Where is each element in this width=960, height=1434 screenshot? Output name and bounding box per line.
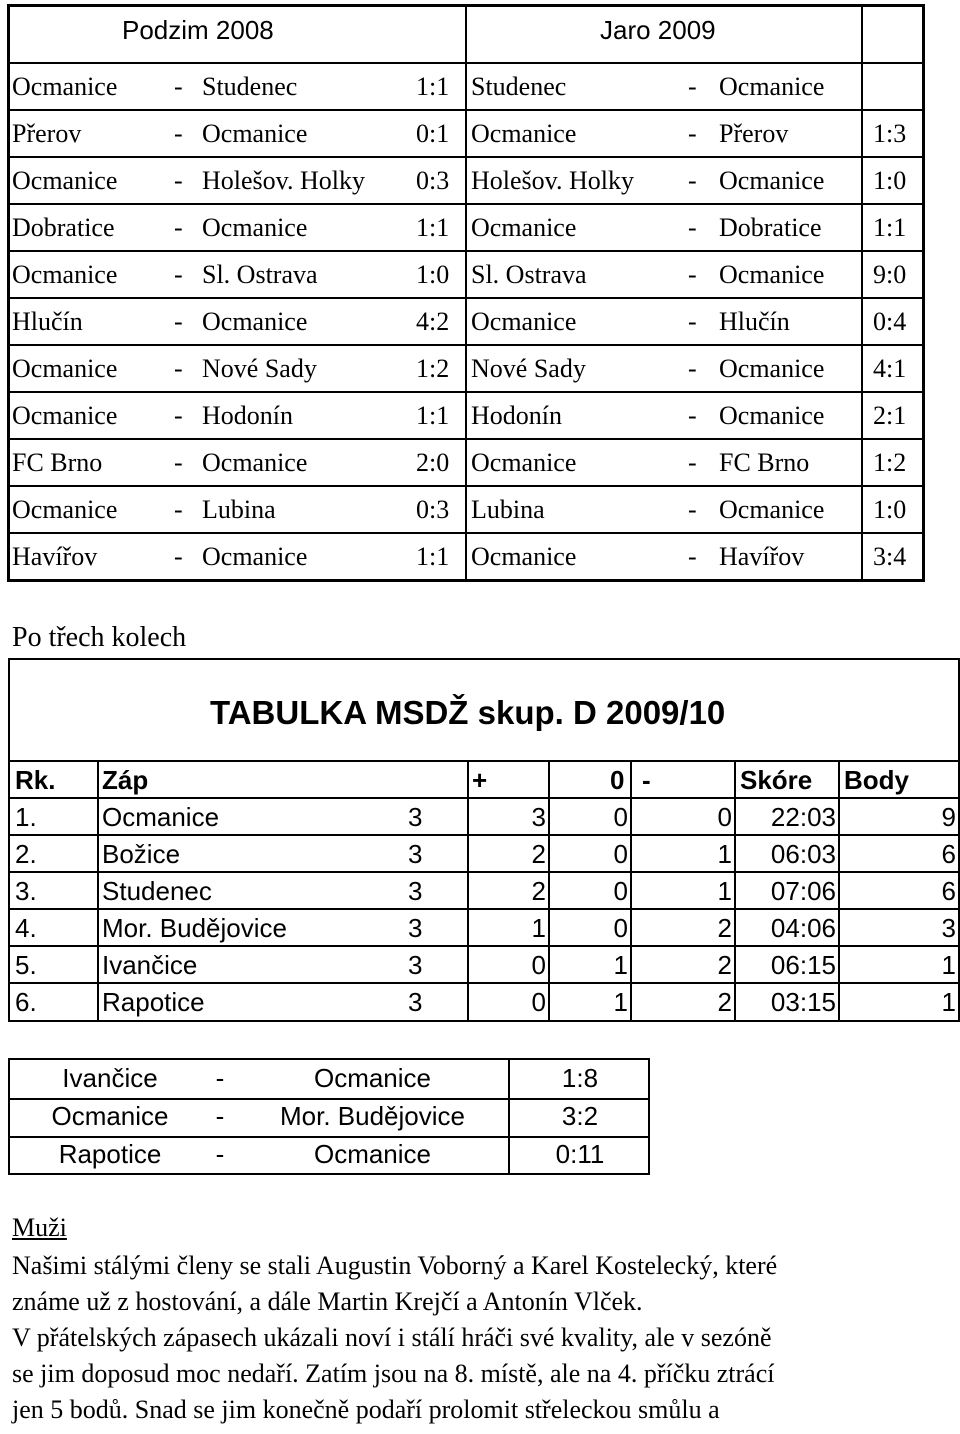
autumn-header: Podzim 2008 (122, 15, 274, 45)
fixture-row (10, 158, 922, 204)
draws-count: 0 (613, 876, 628, 906)
spring-home-team: Ocmanice (471, 448, 577, 477)
spring-home-team: Hodonín (471, 401, 562, 430)
autumn-separator: - (174, 542, 183, 571)
autumn-away-team: Holešov. Holky (202, 166, 365, 195)
draws-count: 0 (613, 802, 628, 832)
autumn-away-team: Nové Sady (202, 354, 317, 383)
autumn-home-team: Ocmanice (12, 401, 118, 430)
autumn-home-team: Hlučín (12, 307, 83, 336)
games-played: 3 (408, 839, 423, 869)
result-home-team: Ivančice (62, 1063, 158, 1093)
result-row (10, 1098, 648, 1136)
team-name: Ocmanice (102, 802, 220, 832)
autumn-score: 1:1 (416, 72, 450, 101)
autumn-separator: - (174, 213, 183, 242)
goal-score: 04:06 (770, 913, 836, 943)
points-total: 6 (941, 839, 956, 869)
team-rank: 6. (15, 987, 37, 1017)
result-score: 0:11 (555, 1139, 605, 1169)
autumn-score: 0:3 (416, 495, 450, 524)
games-played: 3 (408, 876, 423, 906)
standings-row (10, 984, 960, 1021)
autumn-away-team: Ocmanice (202, 119, 308, 148)
spring-home-team: Ocmanice (471, 119, 577, 148)
autumn-away-team: Sl. Ostrava (202, 260, 318, 289)
fixture-row (10, 205, 922, 251)
spring-score: 0:4 (873, 307, 907, 336)
standings-row (10, 873, 960, 910)
autumn-home-team: Přerov (12, 119, 82, 148)
spring-separator: - (688, 119, 697, 148)
draws-count: 1 (613, 950, 628, 980)
autumn-score: 1:1 (416, 401, 450, 430)
header-minus: - (642, 765, 651, 795)
autumn-separator: - (174, 260, 183, 289)
fixture-row (10, 487, 922, 533)
result-home-team: Ocmanice (51, 1101, 169, 1131)
standings-row (10, 836, 960, 873)
spring-separator: - (688, 448, 697, 477)
fixture-row (10, 393, 922, 439)
losses-count: 2 (717, 987, 732, 1017)
games-played: 3 (408, 802, 423, 832)
fixture-row (10, 111, 922, 157)
fixture-row (10, 299, 922, 345)
losses-count: 1 (717, 876, 732, 906)
standings-title: TABULKA MSDŽ skup. D 2009/10 (210, 694, 726, 731)
autumn-away-team: Ocmanice (202, 448, 308, 477)
spring-score: 2:1 (873, 401, 907, 430)
spring-separator: - (688, 354, 697, 383)
autumn-separator: - (174, 166, 183, 195)
autumn-home-team: Ocmanice (12, 495, 118, 524)
points-total: 6 (941, 876, 956, 906)
result-away-team: Ocmanice (313, 1063, 432, 1093)
points-total: 3 (941, 913, 956, 943)
autumn-home-team: Ocmanice (12, 72, 118, 101)
games-played: 3 (408, 950, 423, 980)
points-total: 1 (941, 950, 956, 980)
spring-away-team: Ocmanice (719, 166, 825, 195)
team-rank: 1. (15, 802, 37, 832)
results-table (8, 1058, 650, 1175)
header-plus: + (472, 765, 488, 795)
spring-score: 1:2 (873, 448, 907, 477)
spring-home-team: Holešov. Holky (471, 166, 634, 195)
standings-row (10, 910, 960, 947)
spring-header: Jaro 2009 (600, 15, 716, 45)
round-caption: Po třech kolech (12, 622, 187, 653)
games-played: 3 (408, 913, 423, 943)
autumn-score: 2:0 (416, 448, 450, 477)
spring-away-team: Ocmanice (719, 72, 825, 101)
goal-score: 06:03 (770, 839, 836, 869)
autumn-home-team: Ocmanice (12, 260, 118, 289)
goal-score: 06:15 (770, 950, 836, 980)
result-row (10, 1136, 648, 1174)
autumn-score: 1:1 (416, 542, 450, 571)
spring-home-team: Lubina (471, 495, 545, 524)
losses-count: 1 (717, 839, 732, 869)
fixture-row (10, 64, 922, 110)
goal-score: 07:06 (770, 876, 836, 906)
losses-count: 0 (717, 802, 732, 832)
draws-count: 1 (613, 987, 628, 1017)
wins-count: 3 (531, 802, 546, 832)
standings-table (8, 658, 960, 1022)
result-score: 3:2 (561, 1101, 599, 1131)
autumn-away-team: Ocmanice (202, 307, 308, 336)
spring-separator: - (688, 72, 697, 101)
spring-home-team: Ocmanice (471, 542, 577, 571)
standings-header-row (10, 762, 960, 799)
result-score: 1:8 (561, 1063, 599, 1093)
autumn-score: 4:2 (416, 307, 450, 336)
team-name: Mor. Budějovice (102, 913, 287, 943)
paragraph-line: známe už z hostování, a dále Martin Krejčí a Antonín Vlček. (12, 1287, 643, 1316)
paragraph-line: Našimi stálými členy se stali Augustin Voborný a Karel Kostelecký, které (12, 1251, 778, 1280)
autumn-away-team: Lubina (202, 495, 276, 524)
losses-count: 2 (717, 950, 732, 980)
autumn-home-team: Dobratice (12, 213, 115, 242)
spring-score: 4:1 (873, 354, 907, 383)
draws-count: 0 (613, 913, 628, 943)
paragraph-line: jen 5 bodů. Snad se jim konečně podaří prolomit střeleckou smůlu a (12, 1395, 720, 1424)
header-rank: Rk. (15, 765, 56, 795)
header-zero: 0 (610, 765, 625, 795)
result-away-team: Mor. Budějovice (280, 1101, 465, 1131)
losses-count: 2 (717, 913, 732, 943)
spring-away-team: Ocmanice (719, 354, 825, 383)
header-points: Body (844, 765, 909, 795)
spring-score: 3:4 (873, 542, 907, 571)
team-name: Božice (102, 839, 181, 869)
autumn-away-team: Hodonín (202, 401, 293, 430)
points-total: 1 (941, 987, 956, 1017)
wins-count: 2 (531, 876, 546, 906)
spring-away-team: Ocmanice (719, 495, 825, 524)
spring-home-team: Ocmanice (471, 213, 577, 242)
section-heading: Muži (12, 1213, 67, 1242)
header-team: Záp (102, 765, 149, 795)
spring-separator: - (688, 213, 697, 242)
spring-away-team: Dobratice (719, 213, 822, 242)
paragraph-line: se jim doposud moc nedaří. Zatím jsou na 8. místě, ale na 4. příčku ztrácí (12, 1359, 775, 1388)
spring-score: 1:0 (873, 166, 907, 195)
spring-away-team: Přerov (719, 119, 789, 148)
fixture-row (10, 440, 922, 486)
spring-home-team: Nové Sady (471, 354, 586, 383)
autumn-away-team: Studenec (202, 72, 298, 101)
goal-score: 03:15 (770, 987, 836, 1017)
autumn-away-team: Ocmanice (202, 542, 308, 571)
goal-score: 22:03 (770, 802, 836, 832)
spring-away-team: Ocmanice (719, 260, 825, 289)
spring-away-team: Hlučín (719, 307, 790, 336)
autumn-home-team: Ocmanice (12, 354, 118, 383)
games-played: 3 (408, 987, 423, 1017)
autumn-home-team: Ocmanice (12, 166, 118, 195)
spring-home-team: Ocmanice (471, 307, 577, 336)
wins-count: 2 (531, 839, 546, 869)
fixtures-table (7, 4, 925, 582)
fixture-row (10, 346, 922, 392)
team-rank: 3. (15, 876, 37, 906)
spring-away-team: Havířov (719, 542, 805, 571)
spring-score: 1:3 (873, 119, 907, 148)
spring-away-team: FC Brno (719, 448, 810, 477)
standings-row (10, 799, 960, 836)
autumn-score: 1:2 (416, 354, 450, 383)
wins-count: 0 (531, 950, 546, 980)
result-home-team: Rapotice (58, 1139, 162, 1169)
result-separator: - (215, 1101, 225, 1131)
draws-count: 0 (613, 839, 628, 869)
team-name: Ivančice (102, 950, 198, 980)
header-score: Skóre (740, 765, 813, 795)
autumn-separator: - (174, 354, 183, 383)
standings-row (10, 947, 960, 984)
paragraph-line: V přátelských zápasech ukázali noví i stálí hráči své kvality, ale v sezóně (12, 1323, 772, 1352)
result-away-team: Ocmanice (313, 1139, 432, 1169)
spring-score: 9:0 (873, 260, 907, 289)
autumn-separator: - (174, 72, 183, 101)
team-name: Rapotice (102, 987, 205, 1017)
spring-separator: - (688, 166, 697, 195)
wins-count: 0 (531, 987, 546, 1017)
team-rank: 4. (15, 913, 37, 943)
autumn-separator: - (174, 401, 183, 430)
spring-score: 1:0 (873, 495, 907, 524)
autumn-score: 1:1 (416, 213, 450, 242)
autumn-score: 0:1 (416, 119, 450, 148)
spring-separator: - (688, 260, 697, 289)
result-separator: - (215, 1139, 225, 1169)
spring-separator: - (688, 542, 697, 571)
autumn-separator: - (174, 307, 183, 336)
spring-home-team: Sl. Ostrava (471, 260, 587, 289)
result-separator: - (215, 1063, 225, 1093)
team-name: Studenec (102, 876, 212, 906)
wins-count: 1 (531, 913, 546, 943)
spring-score: 1:1 (873, 213, 907, 242)
team-rank: 5. (15, 950, 37, 980)
autumn-separator: - (174, 448, 183, 477)
spring-separator: - (688, 401, 697, 430)
autumn-separator: - (174, 119, 183, 148)
team-rank: 2. (15, 839, 37, 869)
autumn-home-team: Havířov (12, 542, 98, 571)
autumn-away-team: Ocmanice (202, 213, 308, 242)
autumn-home-team: FC Brno (12, 448, 103, 477)
autumn-score: 1:0 (416, 260, 450, 289)
result-row (10, 1060, 648, 1098)
spring-separator: - (688, 495, 697, 524)
points-total: 9 (941, 802, 956, 832)
fixture-row (10, 534, 922, 580)
spring-separator: - (688, 307, 697, 336)
fixture-row (10, 252, 922, 298)
spring-away-team: Ocmanice (719, 401, 825, 430)
spring-home-team: Studenec (471, 72, 567, 101)
autumn-score: 0:3 (416, 166, 450, 195)
autumn-separator: - (174, 495, 183, 524)
